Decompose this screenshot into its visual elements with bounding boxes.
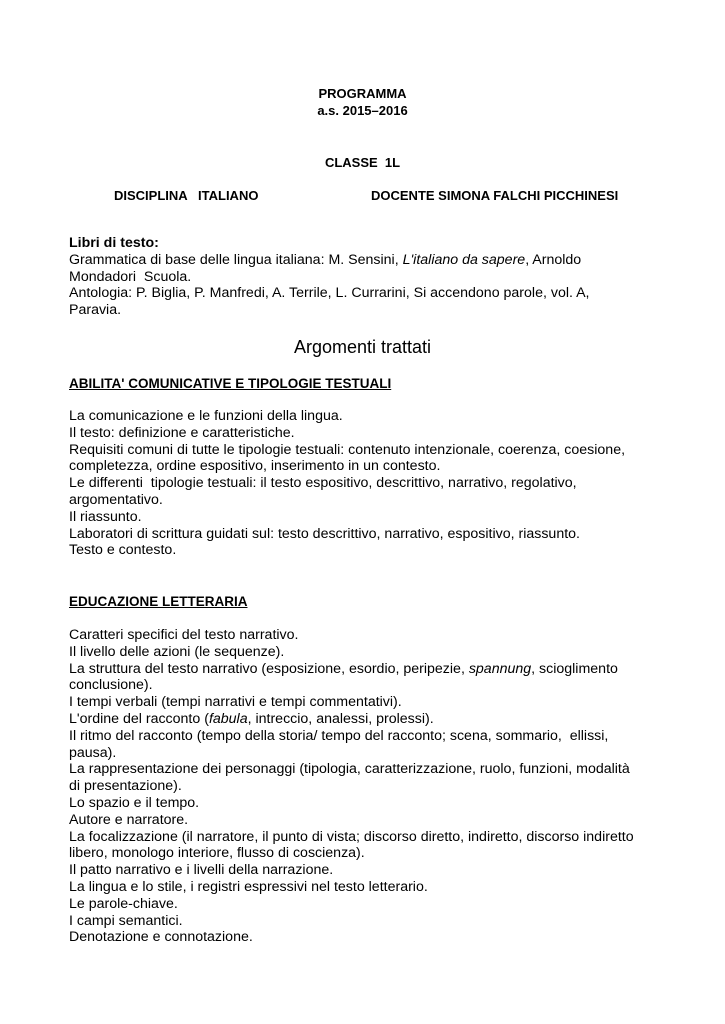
- list-item: [69, 661, 679, 678]
- list-item: [69, 711, 679, 728]
- list-item: argomentativo.: [69, 491, 163, 508]
- list-item: Testo e contesto.: [69, 542, 177, 559]
- anthology-line-1: Antologia: P. Biglia, P. Manfredi, A. Terrile, L. Currarini, Si accendono parole, vol. A,: [69, 285, 590, 302]
- list-item: Le parole-chiave.: [69, 895, 178, 912]
- section-heading-communication: ABILITA' COMUNICATIVE E TIPOLOGIE TESTUALI: [69, 376, 392, 391]
- list-item: I tempi verbali (tempi narrativi e tempi commentativi).: [69, 694, 402, 711]
- list-item: Denotazione e connotazione.: [69, 929, 253, 946]
- list-item: Autore e narratore.: [69, 811, 189, 828]
- anthology-line-2: Paravia.: [69, 302, 122, 319]
- textbooks-block: [69, 235, 669, 319]
- list-item: Il ritmo del racconto (tempo della storia/ tempo del racconto; scena, sommario, ellissi,: [69, 727, 609, 744]
- list-item: Le differenti tipologie testuali: il testo espositivo, descrittivo, narrativo, regolativo,: [69, 475, 577, 492]
- list-item: Lo spazio e il tempo.: [69, 794, 200, 811]
- list-item-text: , scioglimento: [531, 660, 618, 677]
- textbooks-heading: Libri di testo:: [69, 235, 159, 251]
- section-literary-list: [69, 627, 679, 946]
- list-item: La lingua e lo stile, i registri espressivi nel testo letterario.: [69, 878, 428, 895]
- list-item-text: L'ordine del racconto (: [69, 710, 209, 727]
- list-item: La comunicazione e le funzioni della lingua.: [69, 408, 343, 424]
- list-item: conclusione).: [69, 677, 153, 694]
- grammar-book-line-2: Mondadori Scuola.: [69, 268, 192, 285]
- programma-title: PROGRAMMA: [318, 86, 407, 101]
- class-label: CLASSE 1L: [324, 155, 401, 170]
- list-item: I campi semantici.: [69, 912, 183, 929]
- section-heading-literary: EDUCAZIONE LETTERARIA: [69, 594, 248, 609]
- grammar-book-title: L'italiano da sapere: [402, 251, 526, 268]
- list-item-italic: fabula: [208, 710, 248, 727]
- list-item-text: , intreccio, analessi, prolessi).: [247, 710, 434, 727]
- list-item: Il livello delle azioni (le sequenze).: [69, 643, 285, 660]
- section-communication-list: [69, 408, 679, 559]
- list-item: libero, monologo interiore, flusso di coscienza).: [69, 845, 365, 862]
- discipline-label: DISCIPLINA ITALIANO: [114, 188, 259, 203]
- list-item: Il patto narrativo e i livelli della narrazione.: [69, 862, 334, 879]
- list-item-text: La struttura del testo narrativo (esposizione, esordio, peripezie,: [69, 660, 469, 677]
- list-item: Caratteri specifici del testo narrativo.: [69, 627, 299, 643]
- grammar-book-publisher: , Arnoldo: [525, 251, 582, 268]
- list-item: di presentazione).: [69, 778, 182, 795]
- list-item: Il riassunto.: [69, 508, 142, 525]
- school-year: a.s. 2015–2016: [317, 103, 408, 118]
- topics-title: Argomenti trattati: [293, 337, 432, 357]
- grammar-book-text: Grammatica di base delle lingua italiana: M. Sensini,: [69, 251, 403, 268]
- teacher-label: DOCENTE SIMONA FALCHI PICCHINESI: [371, 188, 619, 203]
- list-item: Il testo: definizione e caratteristiche.: [69, 424, 295, 441]
- list-item: Laboratori di scrittura guidati sul: testo descrittivo, narrativo, espositivo, riassunto.: [69, 525, 580, 542]
- grammar-book-line: [69, 252, 669, 269]
- list-item: completezza, ordine espositivo, inserimento in un contesto.: [69, 458, 441, 475]
- list-item: La rappresentazione dei personaggi (tipologia, caratterizzazione, ruolo, funzioni, modalità: [69, 761, 630, 778]
- list-item: pausa).: [69, 744, 117, 761]
- list-item-italic: spannung: [468, 660, 532, 677]
- list-item: Requisiti comuni di tutte le tipologie testuali: contenuto intenzionale, coerenza, coesione,: [69, 441, 626, 458]
- list-item: La focalizzazione (il narratore, il punto di vista; discorso diretto, indiretto, discorso indiretto: [69, 828, 634, 845]
